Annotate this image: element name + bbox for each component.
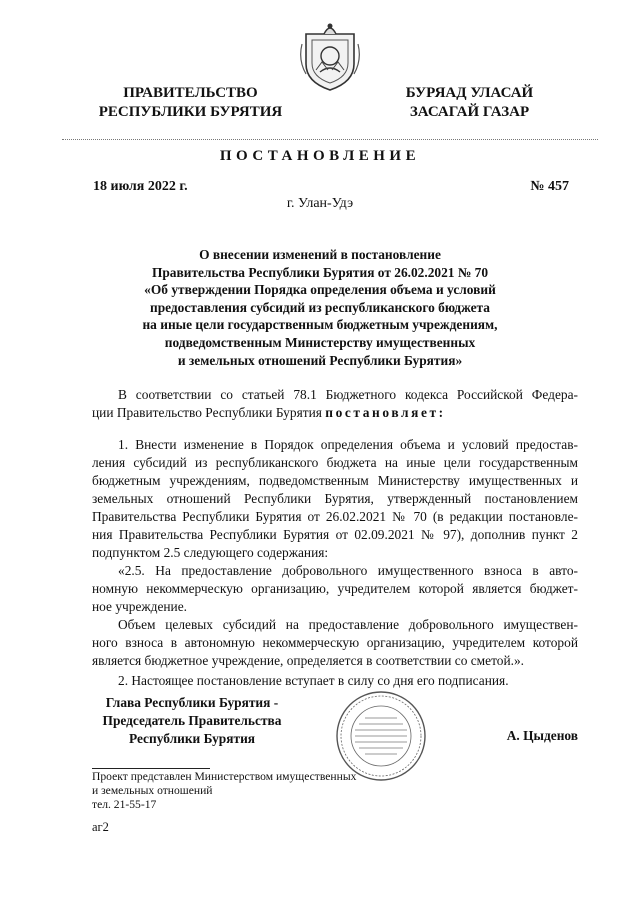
subject-line: подведомственным Министерству имущественных [164,334,476,350]
subject-line: Правительства Республики Бурятия от 26.02.2021 № 70 [151,264,489,280]
quote-line: «2.5. На предоставление добровольного имущественного взноса в авто- [118,563,578,578]
coat-of-arms-icon [298,20,362,92]
header-left [88,84,293,122]
signatory-title [94,694,290,747]
quote-line: Объем целевых субсидий на предоставление добровольного имуществен- [118,617,578,632]
subject-line: предоставления субсидий из республиканского бюджета [149,299,490,315]
header-right [392,84,547,122]
header-right-line2: ЗАСАГАЙ ГАЗАР [409,104,530,120]
doc-city: г. Улан-Удэ [286,196,354,211]
footer-note [92,770,356,812]
signatory-line: Республики Бурятия [128,730,256,746]
doc-date: 18 июля 2022 г. [93,179,188,194]
subject-line: О внесении изменений в постановление [199,247,441,262]
header-right-line1: БУРЯАД УЛАСАЙ [405,85,534,101]
footer-line: Проект представлен Министерством имущественных [92,770,357,783]
footer-line: и земельных отношений [92,784,213,797]
quote-line: является бюджетное учреждение, определяется в соответствии со сметой.». [92,653,525,668]
signatory-name: А. Цыденов [506,728,578,743]
signatory-line: Глава Республики Бурятия - [105,695,279,710]
item1-line: 1. Внести изменение в Порядок определения объема и условий предостав- [118,437,578,452]
quote-line: ного взноса в автономную некоммерческую организацию, учредителем которой [92,635,578,650]
preamble-text: ции Правительство Республики Бурятия [92,405,326,420]
header-left-line2: РЕСПУБЛИКИ БУРЯТИЯ [98,104,283,120]
quote-line: номную некоммерческую организацию, учредителем которой является бюджет- [92,581,578,596]
header-divider [62,139,598,140]
subject-line: «Об утверждении Порядка определения объема и условий [144,282,496,298]
doc-number: № 457 [530,179,569,194]
header-left-line1: ПРАВИТЕЛЬСТВО [123,85,258,101]
subject-line: и земельных отношений Республики Бурятия» [177,352,463,368]
round-seal-icon [335,690,427,782]
footer-code: аг2 [92,820,109,834]
doc-title: ПОСТАНОВЛЕНИЕ [219,148,421,164]
item1-line: земельных отношений Республики Бурятия, утвержденный постановлением [92,491,578,506]
item1-line: подпунктом 2.5 следующего содержания: [92,545,329,560]
item1-line: ления субсидий из республиканского бюджета на иные цели государственным [92,455,578,470]
signatory-line: Председатель Правительства [102,712,282,728]
preamble-decree-word: постановляет: [325,405,446,420]
item2-line: 2. Настоящее постановление вступает в силу со дня его подписания. [118,673,509,688]
subject-line: на иные цели государственным бюджетным учреждениям, [142,317,498,333]
quote-line: ное учреждение. [92,599,188,614]
item1-line: ния Правительства Республики Бурятия от 02.09.2021 № 97), дополнив пункт 2 [92,527,578,542]
preamble-line: В соответствии со статьей 78.1 Бюджетного кодекса Российской Федера- [118,387,578,402]
preamble-line [92,404,578,422]
footer-divider [92,768,210,769]
doc-subject [100,246,540,369]
footer-line: тел. 21-55-17 [92,798,157,811]
item1-line: Правительства Республики Бурятия от 26.02.2021 № 70 (в редакции постановле- [92,509,578,524]
item1-line: бюджетным учреждениям, подведомственным Министерству имущественных и [92,473,578,488]
